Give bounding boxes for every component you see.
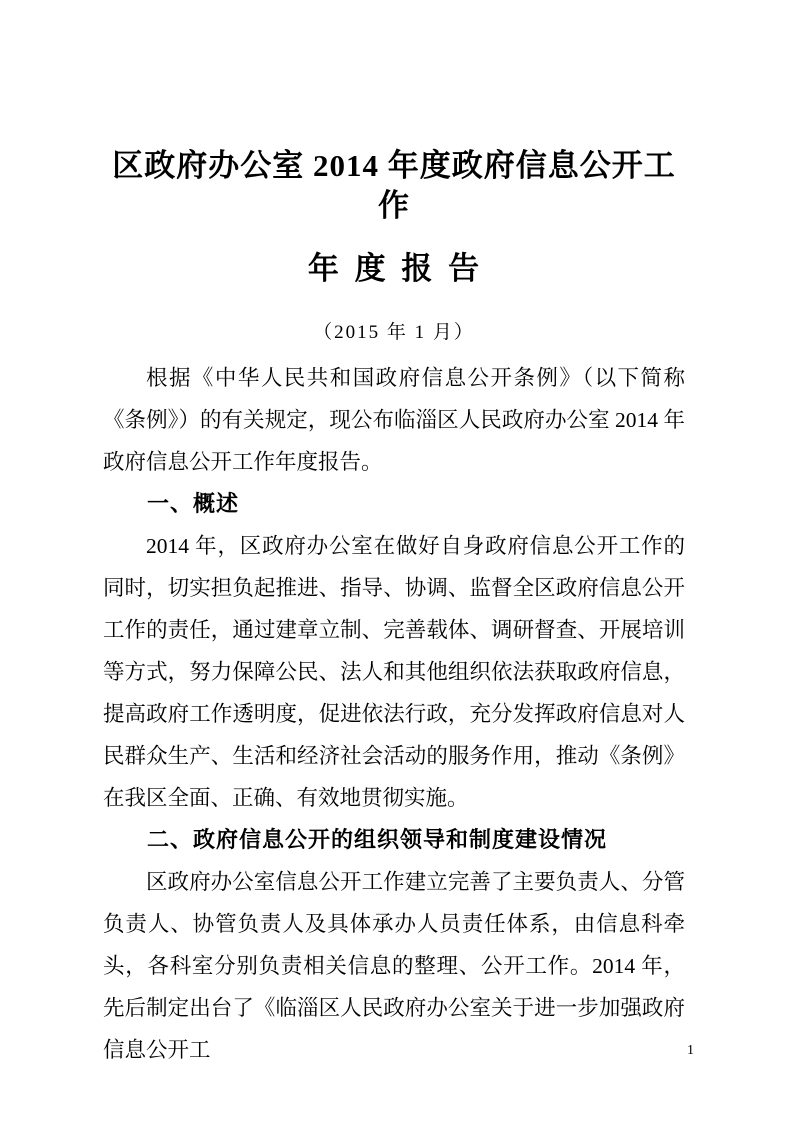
heading-section-1-overview: 一、概述 xyxy=(147,491,240,516)
paragraph-intro: 根据《中华人民共和国政府信息公开条例》（以下简称《条例》）的有关规定，现公布临淄区人民政府办公室 2014 年政府信息公开工作年度报告。 xyxy=(103,366,685,474)
page-number: 1 xyxy=(687,1043,694,1058)
document-title-line1: 区政府办公室 2014 年度政府信息公开工作 xyxy=(112,148,676,223)
document-date-line: （2015 年 1 月） xyxy=(313,322,475,343)
document-title-line2: 年 度 报 告 xyxy=(307,251,481,286)
document-content xyxy=(103,146,685,1071)
heading-section-2-organization: 二、政府信息公开的组织领导和制度建设情况 xyxy=(147,827,608,852)
paragraph-section-1-overview: 2014 年，区政府办公室在做好自身政府信息公开工作的同时，切实担负起推进、指导、协调、监督全区政府信息公开工作的责任，通过建章立制、完善载体、调研督查、开展培训等方式，努力保障公民、法人和其他组织依法获取政府信息，提高政府工作透明度，促进依法行政，充分发挥政府信息对人民群众生产、生活和经济社会活动的服务作用，推动《条例》在我区全面、正确、有效地贯彻实施。 xyxy=(103,534,685,810)
paragraph-section-2-organization: 区政府办公室信息公开工作建立完善了主要负责人、分管负责人、协管负责人及具体承办人员责任体系，由信息科牵头，各科室分别负责相关信息的整理、公开工作。2014 年，先后制定出台了《临淄区人民政府办公室关于进一步加强政府信息公开工 xyxy=(103,870,685,1062)
